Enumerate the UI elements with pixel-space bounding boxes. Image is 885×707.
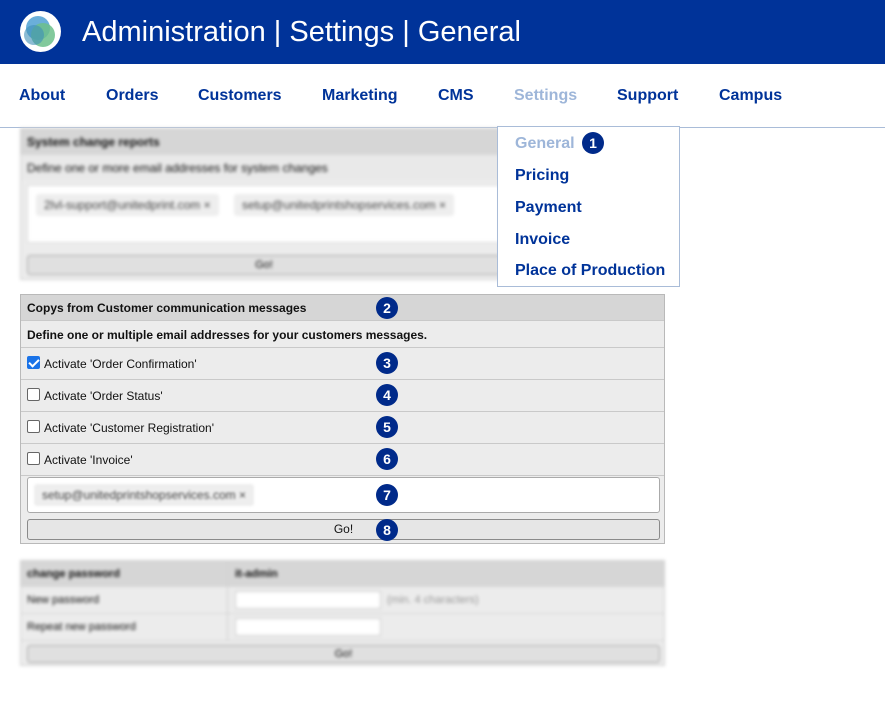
checkbox-order-status[interactable] — [27, 388, 40, 401]
customer-messages-title: Copys from Customer communication messages — [21, 295, 664, 321]
menu-item-payment[interactable]: Payment — [515, 199, 582, 216]
option-label: Activate 'Customer Registration' — [44, 420, 214, 435]
step-badge: 7 — [376, 484, 398, 506]
step-badge: 6 — [376, 448, 398, 470]
new-password-hint: (min. 4 characters) — [387, 594, 479, 606]
menu-item-place-of-production[interactable]: Place of Production — [515, 262, 666, 279]
menu-item-invoice[interactable]: Invoice — [515, 231, 571, 248]
customer-messages-subtitle: Define one or multiple email addresses for your customers messages. — [21, 321, 664, 348]
customer-messages-go-button[interactable]: Go! — [27, 519, 660, 540]
nav-item-settings[interactable]: Settings — [514, 87, 578, 104]
page-title: Administration | Settings | General — [82, 16, 521, 48]
email-chip[interactable]: 2lvl-support@unitedprint.com × — [36, 194, 219, 216]
step-badge: 4 — [376, 384, 398, 406]
step-badge: 5 — [376, 416, 398, 438]
system-reports-panel — [20, 128, 500, 280]
new-password-label: New password — [27, 594, 100, 606]
option-label: Activate 'Order Confirmation' — [44, 356, 197, 371]
step-badge: 8 — [376, 519, 398, 541]
checkbox-invoice[interactable] — [27, 452, 40, 465]
change-password-header — [21, 561, 664, 587]
menu-item-pricing[interactable]: Pricing — [515, 167, 570, 184]
email-chip[interactable]: setup@unitedprintshopservices.com × — [34, 484, 254, 506]
column-divider — [227, 561, 228, 641]
system-reports-email-box[interactable] — [27, 185, 501, 243]
new-password-row — [21, 587, 664, 614]
change-password-title: change password — [27, 568, 120, 580]
nav-item-campus[interactable]: Campus — [719, 87, 783, 104]
option-order-confirmation[interactable] — [21, 348, 664, 380]
nav-item-about[interactable]: About — [19, 87, 66, 104]
change-password-panel — [20, 560, 665, 666]
nav-item-cms[interactable]: CMS — [438, 87, 474, 104]
main-nav — [0, 64, 885, 128]
change-password-user: it-admin — [235, 568, 278, 580]
repeat-password-row — [21, 614, 664, 641]
customer-messages-panel — [20, 294, 665, 544]
step-badge: 1 — [582, 132, 604, 154]
repeat-password-input[interactable] — [235, 618, 381, 636]
checkbox-customer-registration[interactable] — [27, 420, 40, 433]
system-reports-go-button[interactable]: Go! — [27, 255, 501, 275]
nav-item-customers[interactable]: Customers — [198, 87, 282, 104]
repeat-password-label: Repeat new password — [27, 621, 136, 633]
option-invoice[interactable] — [21, 444, 664, 476]
option-label: Activate 'Order Status' — [44, 388, 163, 403]
step-badge: 3 — [376, 352, 398, 374]
system-reports-subtitle: Define one or more email addresses for system changes — [21, 156, 499, 180]
globe-logo-icon — [20, 11, 61, 52]
option-label: Activate 'Invoice' — [44, 452, 133, 467]
nav-item-orders[interactable]: Orders — [106, 87, 159, 104]
new-password-input[interactable] — [235, 591, 381, 609]
system-reports-title: System change reports — [21, 129, 499, 155]
nav-item-support[interactable]: Support — [617, 87, 679, 104]
option-order-status[interactable] — [21, 380, 664, 412]
app-header — [0, 0, 885, 64]
nav-item-marketing[interactable]: Marketing — [322, 87, 398, 104]
email-chip[interactable]: setup@unitedprintshopservices.com × — [234, 194, 454, 216]
step-badge: 2 — [376, 297, 398, 319]
checkbox-order-confirmation[interactable] — [27, 356, 40, 369]
option-customer-registration[interactable] — [21, 412, 664, 444]
customer-email-input[interactable] — [27, 477, 660, 513]
change-password-go-button[interactable]: Go! — [27, 645, 660, 663]
menu-item-general[interactable]: General — [515, 135, 575, 152]
